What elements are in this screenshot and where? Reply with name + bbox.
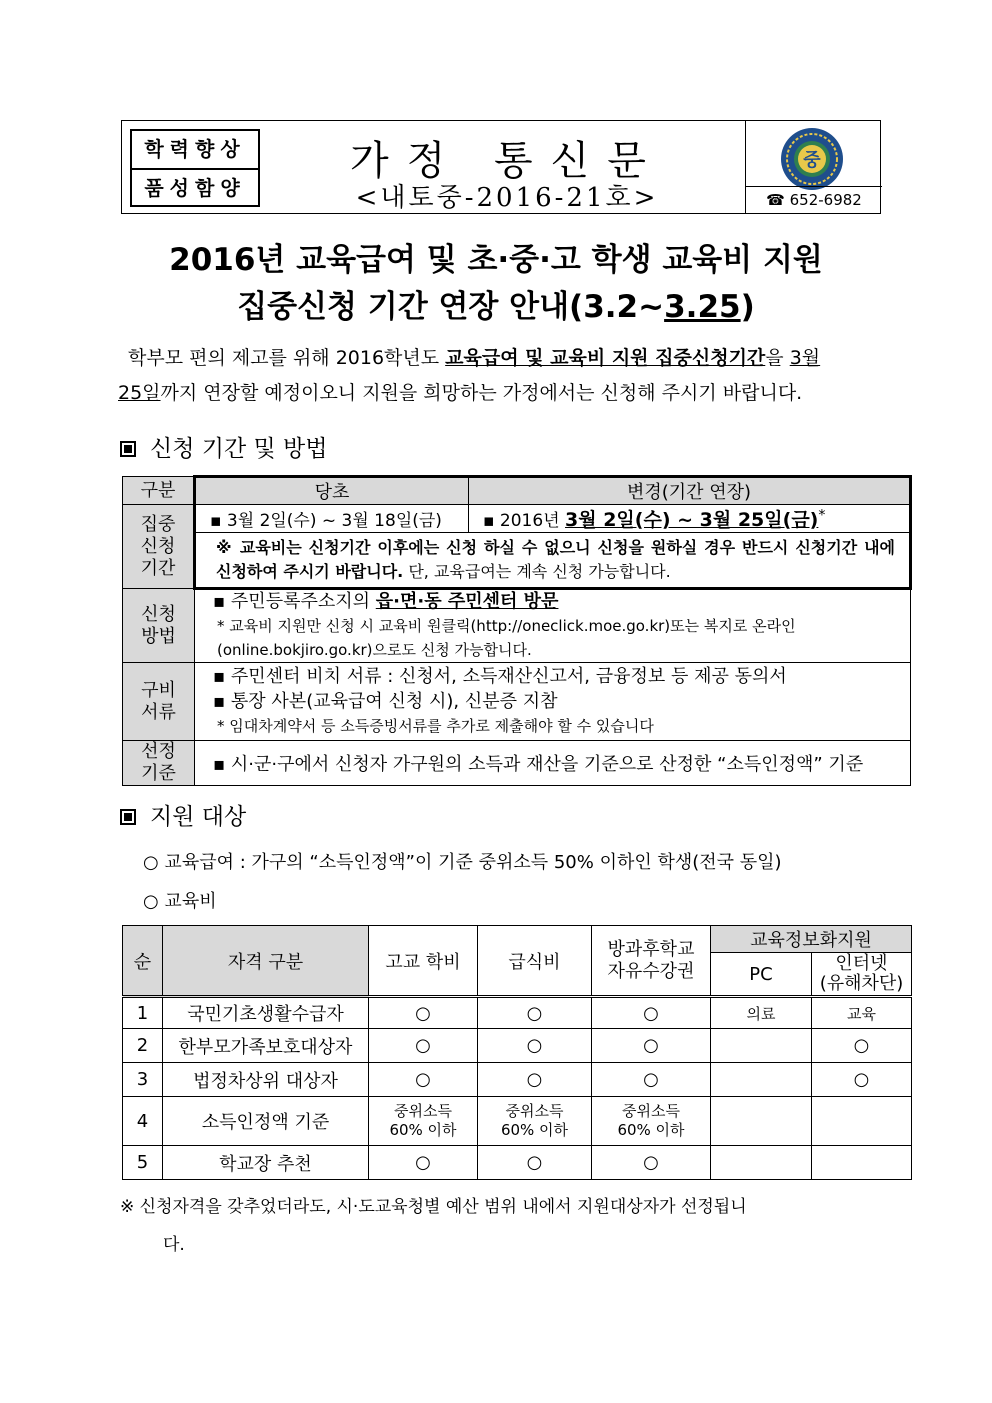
svg-text:중: 중 xyxy=(803,150,821,171)
section-title-application xyxy=(120,430,327,463)
square-bullet-icon xyxy=(120,441,136,457)
row-type: 학교장 추천 xyxy=(163,1146,369,1180)
docs-content xyxy=(195,663,911,741)
row-type: 소득인정액 기준 xyxy=(163,1097,369,1146)
application-table xyxy=(122,475,912,786)
period-label: 집중 신청 기간 xyxy=(123,505,195,589)
row-no: 1 xyxy=(123,997,163,1029)
period-note-text: 단, 교육급여는 계속 신청 가능합니다. xyxy=(403,562,671,581)
row-meal: ○ xyxy=(478,997,592,1029)
docs-line-3: * 임대차계약서 등 소득증빙서류를 추가로 제출해야 할 수 있습니다 xyxy=(217,717,654,735)
intro-date: 3월 xyxy=(789,347,821,369)
row-pc xyxy=(711,1063,812,1097)
col-type: 자격 구분 xyxy=(163,926,369,997)
section-title-eligibility xyxy=(120,798,246,831)
col-info: 교육정보화지원 xyxy=(711,926,912,953)
row-net xyxy=(812,1097,912,1146)
row-type: 한부모가족보호대상자 xyxy=(163,1029,369,1063)
school-motto xyxy=(130,129,260,207)
col-pc: PC xyxy=(711,953,812,997)
col-no: 순 xyxy=(123,926,163,997)
row-type: 법정차상위 대상자 xyxy=(163,1063,369,1097)
docs-label: 구비 서류 xyxy=(123,663,195,741)
criteria-line: ▪ 시·군·구에서 신청자 가구원의 소득과 재산을 기준으로 산정한 “소득인정액” 기준 xyxy=(195,741,911,786)
newsletter-title: 가정 통신문 xyxy=(350,138,664,184)
section-title-text: 지원 대상 xyxy=(150,804,247,830)
intro-text: 을 xyxy=(765,347,790,369)
row-meal: ○ xyxy=(478,1146,592,1180)
row-net: 교육 xyxy=(812,997,912,1029)
newsletter-header xyxy=(121,120,881,214)
header-original: 당초 xyxy=(195,477,469,505)
row-no: 2 xyxy=(123,1029,163,1063)
col-tuition: 고교 학비 xyxy=(369,926,478,997)
header-changed: 변경(기간 연장) xyxy=(469,477,911,505)
motto-line-2: 품성함양 xyxy=(144,176,246,200)
col-meal: 급식비 xyxy=(478,926,592,997)
row-pc: 의료 xyxy=(711,997,812,1029)
period-changed xyxy=(469,505,911,533)
period-year: ▪ 2016년 xyxy=(483,511,566,531)
period-asterisk: * xyxy=(818,507,826,524)
row-net: ○ xyxy=(812,1029,912,1063)
intro-line-1 xyxy=(128,343,820,370)
method-label: 신청 방법 xyxy=(123,589,195,663)
row-no: 3 xyxy=(123,1063,163,1097)
headline-line-2 xyxy=(0,281,992,326)
row-meal: ○ xyxy=(478,1029,592,1063)
period-original: ▪ 3월 2일(수) ~ 3월 18일(금) xyxy=(195,505,469,533)
school-logo-icon xyxy=(780,127,844,191)
headline-underlined-date: 3.25 xyxy=(664,289,741,325)
intro-bold: 교육급여 및 교육비 지원 집중신청기간 xyxy=(445,347,766,369)
row-after: ○ xyxy=(592,1029,711,1063)
footnote-line-1: ※ 신청자격을 갖추었더라도, 시·도교육청별 예산 범위 내에서 지원대상자가 선정됩니 xyxy=(120,1197,747,1217)
method-line-2: * 교육비 지원만 신청 시 교육비 원클릭(http://oneclick.moe.go.kr)또는 복지로 온라인(online.bokjiro.go.kr)으로도 신청 가능합니다. xyxy=(217,617,796,659)
row-meal: 중위소득 60% 이하 xyxy=(478,1097,592,1146)
row-tuition: 중위소득 60% 이하 xyxy=(369,1097,478,1146)
intro-line-2 xyxy=(118,378,802,405)
footnote-line-2: 다. xyxy=(163,1235,185,1255)
row-after: ○ xyxy=(592,997,711,1029)
row-meal: ○ xyxy=(478,1063,592,1097)
period-note xyxy=(195,533,911,589)
headline-line-1: 2016년 교육급여 및 초·중·고 학생 교육비 지원 xyxy=(169,242,823,278)
method-content xyxy=(195,589,911,663)
row-after: 중위소득 60% 이하 xyxy=(592,1097,711,1146)
section-title-text: 신청 기간 및 방법 xyxy=(150,436,328,462)
criteria-label: 선정 기준 xyxy=(123,741,195,786)
eligibility-item-1: ○ 교육급여 : 가구의 “소득인정액”이 기준 중위소득 50% 이하인 학생(전국 동일) xyxy=(143,852,782,873)
headline-text: 집중신청 기간 연장 안내(3.2~ xyxy=(237,289,665,325)
row-net: ○ xyxy=(812,1063,912,1097)
square-bullet-icon xyxy=(120,809,136,825)
row-pc xyxy=(711,1097,812,1146)
method-text: ▪ 주민등록주소지의 xyxy=(213,591,376,612)
row-pc xyxy=(711,1029,812,1063)
row-no: 4 xyxy=(123,1097,163,1146)
intro-date: 25일 xyxy=(118,382,161,404)
row-tuition: ○ xyxy=(369,997,478,1029)
method-bold: 읍·면·동 주민센터 방문 xyxy=(375,591,559,612)
row-net xyxy=(812,1146,912,1180)
headline-close: ) xyxy=(740,289,755,325)
eligibility-item-2: ○ 교육비 xyxy=(143,891,217,912)
header-category: 구분 xyxy=(123,477,195,505)
row-type: 국민기초생활수급자 xyxy=(163,997,369,1029)
phone-number: ☎ 652-6982 xyxy=(746,186,882,213)
period-new-dates: 3월 2일(수) ~ 3월 25일(금) xyxy=(565,509,819,531)
row-no: 5 xyxy=(123,1146,163,1180)
method-line-1 xyxy=(213,590,896,614)
row-pc xyxy=(711,1146,812,1180)
row-after: ○ xyxy=(592,1063,711,1097)
issue-number: <내토중-2016-21호> xyxy=(355,183,659,213)
motto-line-1: 학력향상 xyxy=(132,131,258,170)
intro-text: 학부모 편의 제고를 위해 2016학년도 xyxy=(128,347,446,369)
docs-line-1: ▪ 주민센터 비치 서류 : 신청서, 소득재산신고서, 금융정보 등 제공 동의서 xyxy=(213,666,787,687)
col-internet: 인터넷 (유해차단) xyxy=(812,953,912,997)
eligibility-table xyxy=(122,925,912,1180)
logo-cell xyxy=(745,121,882,213)
intro-text: 까지 연장할 예정이오니 지원을 희망하는 가정에서는 신청해 주시기 바랍니다. xyxy=(160,382,803,404)
row-tuition: ○ xyxy=(369,1063,478,1097)
row-tuition: ○ xyxy=(369,1146,478,1180)
docs-line-2: ▪ 통장 사본(교육급여 신청 시), 신분증 지참 xyxy=(213,691,558,712)
col-afterschool: 방과후학교 자유수강권 xyxy=(592,926,711,997)
row-tuition: ○ xyxy=(369,1029,478,1063)
row-after: ○ xyxy=(592,1146,711,1180)
period-note-bold: ※ 교육비는 신청기간 이후에는 신청 하실 수 없으니 신청을 원하실 경우 반드시 신청기간 내에 신청하여 주시기 바랍니다. xyxy=(216,538,895,581)
